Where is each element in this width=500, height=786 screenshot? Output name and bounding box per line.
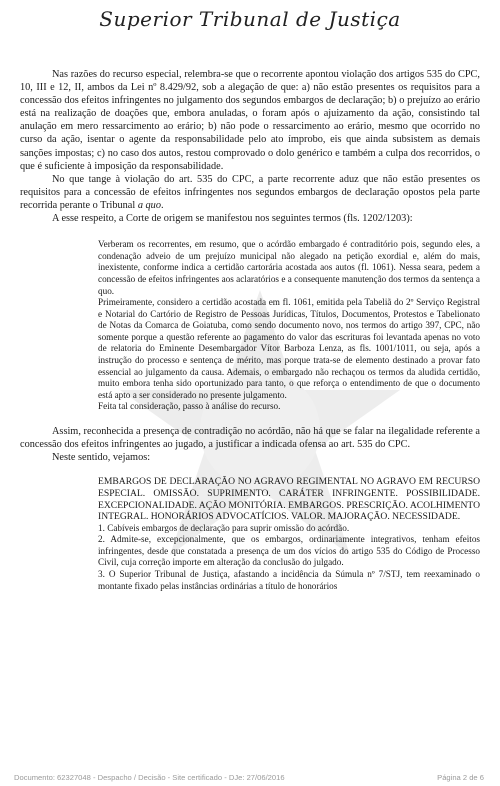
court-name-logo: Superior Tribunal de Justiça: [99, 7, 401, 31]
footer-document-info: Documento: 62327048 - Despacho / Decisão - Site certificado - DJe: 27/06/2016: [14, 773, 285, 782]
page-header: [0, 4, 500, 38]
paragraph-4: Assim, reconhecida a presença de contradição no acórdão, não há que se falar na ilegalidade referente a concessão dos efeitos infringentes ao jugado, a justificar a indicada ofensa ao art. 535 do CPC.: [20, 426, 480, 451]
ementa-item-1: 1. Cabíveis embargos de declaração para suprir omissão do acórdão.: [98, 522, 350, 533]
ementa-title: EMBARGOS DE DECLARAÇÃO NO AGRAVO REGIMENTAL NO AGRAVO EM RECURSO ESPECIAL. OMISSÃO. SUPRIMENTO. CARÁTER INFRINGENTE. POSSIBILIDADE. EXCEPCIONALIDADE. AÇÃO MONITÓRIA. EMBARGOS. PRESCRIÇÃO. ACOLHIMENTO INTEGRAL. HONORÁRIOS ADVOCATÍCIOS. VALOR. MAJORAÇÃO. NECESSIDADE.: [98, 476, 480, 523]
paragraph-2-text: No que tange à violação do art. 535 do CPC, a parte recorrente aduz que não estão presentes os requisitos para a concessão de efeitos infringentes nos segundos embargos de declaração opostos pela parte recorrida perante o Tribunal: [20, 173, 480, 211]
quote-paragraph-1: Verberam os recorrentes, em resumo, que o acórdão embargado é contraditório pois, segundo eles, a condenação adveio de um prejuízo municipal não alegado na petição exordial e, além do mais, inexistente, conforme indica a certidão cartorária acostada aos autos (fl. 1061). Nessa seara, pedem a concessão de efeitos infringentes aos aclaratórios e a consequente manutenção dos termos da sentença a quo.: [98, 239, 480, 296]
paragraph-1: Nas razões do recurso especial, relembra-se que o recorrente apontou violação dos artigos 535 do CPC, 10, III e 12, II, ambos da Lei nº 8.429/92, sob a alegação de que: a) não estão presentes os requisitos para a concessão dos efeitos infringentes no julgamento dos segundos embargos de declaração; b) o prejuízo ao erário está na realização de doações que, embora anuladas, o foram após o ajuizamento da ação, consistindo tal anulação em mero ressarcimento ao erário; b) não pode o ressarcimento ao erário, mesmo que ocorrido no curso da ação, isentar o agente da responsabilidade pelo ato ímprobo, eis que ainda subsistem as demais sanções impostas; c) no caso dos autos, restou comprovado o dolo genérico e também a culpa dos recorridos, o que é suficiente à imposição da responsabilidade.: [20, 69, 480, 172]
paragraph-2: No que tange à violação do art. 535 do CPC, a parte recorrente aduz que não estão presentes os requisitos para a concessão de efeitos infringentes nos segundos embargos de declaração opostos pela parte recorrida perante o Tribunal a quo.: [20, 173, 480, 211]
quote-paragraph-2: Primeiramente, considero a certidão acostada em fl. 1061, emitida pela Tabeliã do 2º Serviço Registral e Notarial do Cartório de Registro de Pessoas Jurídicas, Títulos, Documentos, Protestos e Tabelionato de Notas da Comarca de Goiatuba, como sendo documento novo, nos termos do artigo 397, CPC, não somente porque a questão referente ao pagamento do valor das escrituras foi levantada apenas no voto de relatoria do Eminente Desembargador Vítor Barboza Lenza, as fls. 1001/1011, ou seja, após a instrução do processo e sentença de mérito, mas porque trata-se de elemento destinado a provar fato essencial ao julgamento da causa. Ademais, o embargado não rechaçou os termos da aludida certidão, muito embora tenha sido oportunizado para tanto, o que reforça o entendimento de que o documento está apto a ser considerado no presente julgamento.: [98, 297, 480, 400]
ementa-item-2: 2. Admite-se, excepcionalmente, que os embargos, ordinariamente integrativos, tenham efeitos infringentes, desde que constatada a presença de um dos vícios do artigo 535 do Código de Processo Civil, cuja correção importe em alteração da conclusão do julgado.: [98, 534, 480, 568]
paragraph-3: A esse respeito, a Corte de origem se manifestou nos seguintes termos (fls. 1202/1203):: [52, 213, 413, 225]
document-body: [20, 68, 480, 592]
quote-paragraph-3: Feita tal consideração, passo à análise do recurso.: [98, 401, 281, 412]
paragraph-5: Neste sentido, vejamos:: [52, 452, 151, 464]
footer-page-number: Página 2 de 6: [437, 773, 484, 782]
ementa-block: [98, 476, 480, 592]
page-footer: [0, 771, 500, 785]
paragraph-2-italic: a quo: [137, 199, 161, 211]
ementa-item-3: 3. O Superior Tribunal de Justiça, afastando a incidência da Súmula nº 7/STJ, tem reexaminado o montante fixado pelas instâncias ordinárias a título de honorários: [98, 569, 480, 591]
block-quote: [98, 239, 480, 413]
